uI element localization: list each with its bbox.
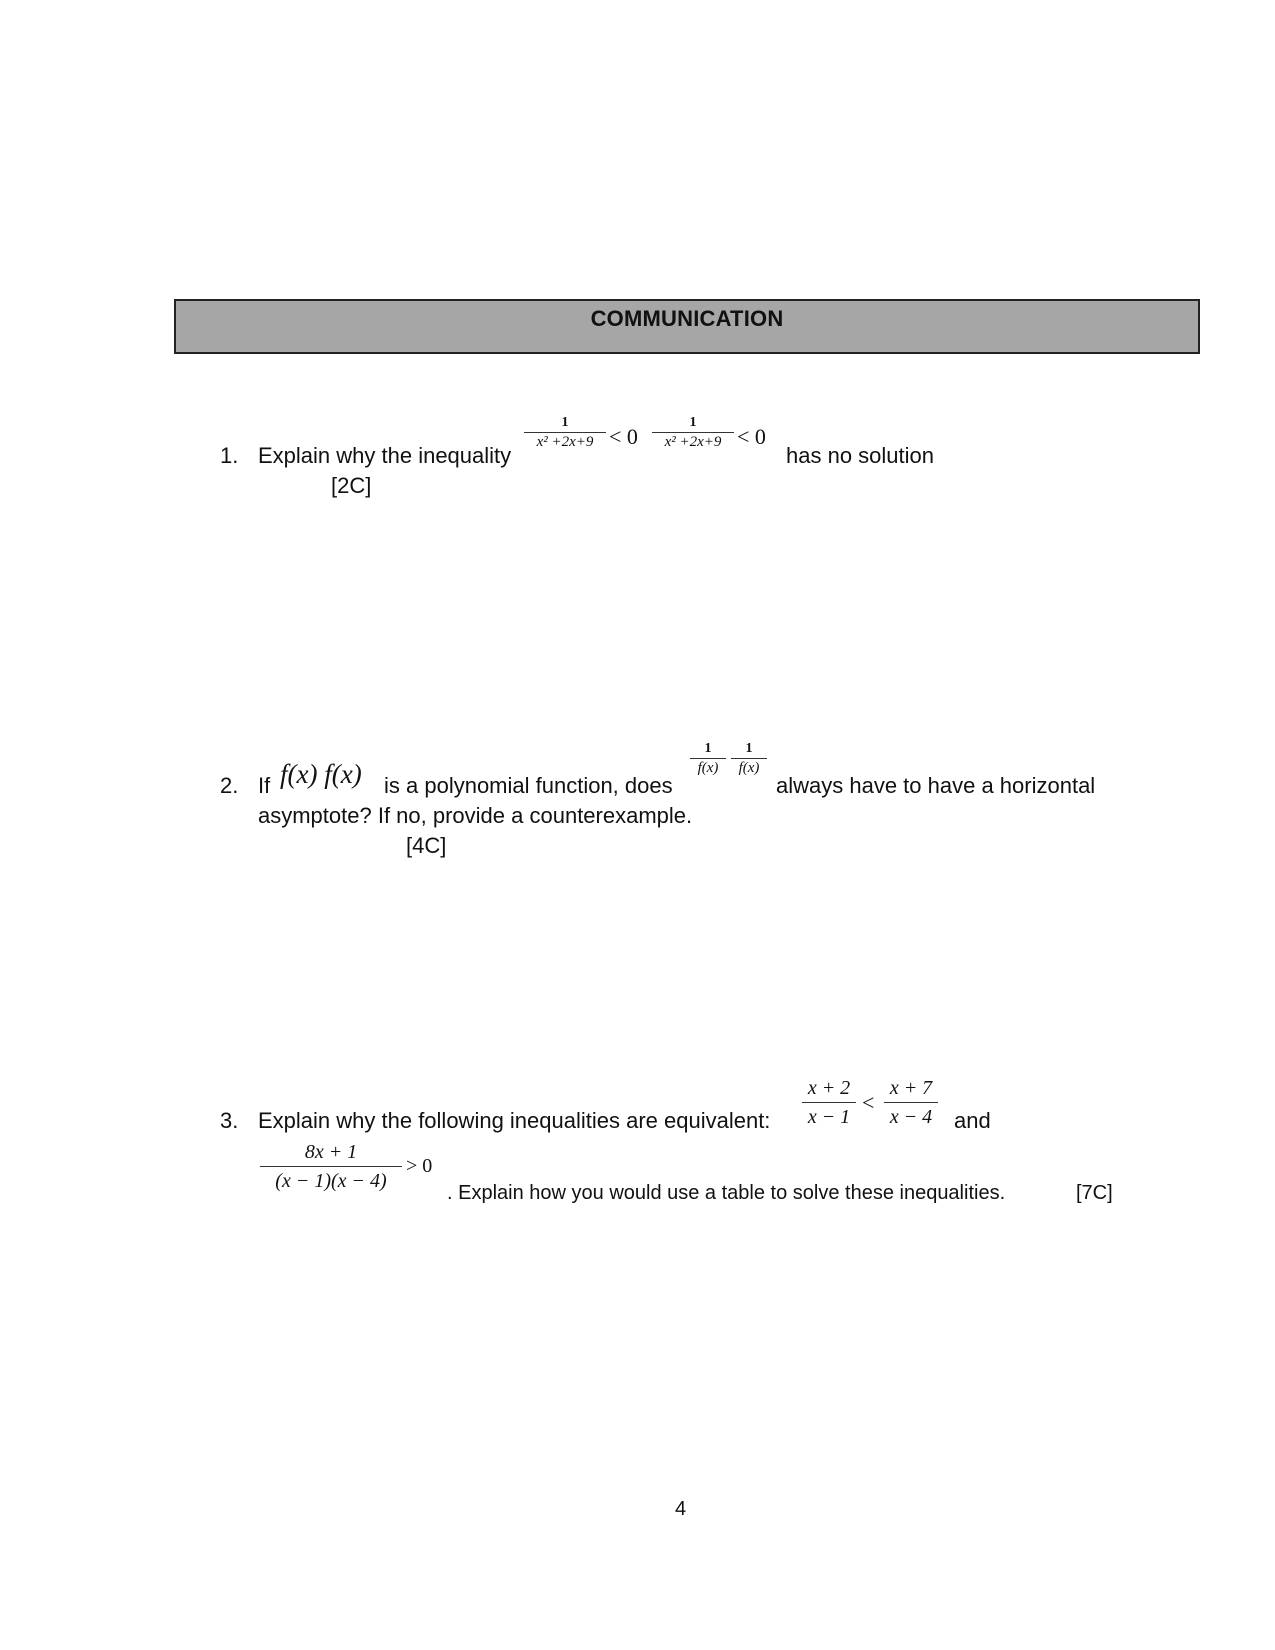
section-header xyxy=(174,299,1200,354)
question-text: is a polynomial function, does xyxy=(384,773,673,798)
fraction xyxy=(884,1074,938,1131)
question-number: 3. xyxy=(220,1108,239,1133)
question-number: 1. xyxy=(220,443,239,468)
denominator: x − 1 xyxy=(807,1106,851,1128)
relation: < 0 xyxy=(609,424,638,449)
marks: [2C] xyxy=(331,473,372,498)
numerator: 1 xyxy=(704,741,712,756)
fraction xyxy=(802,1074,856,1131)
numerator: 8x + 1 xyxy=(304,1141,358,1163)
question-text-line2: asymptote? If no, provide a counterexample. xyxy=(258,803,693,828)
marks: [4C] xyxy=(406,833,447,858)
denominator: f(x) xyxy=(697,760,719,776)
question-text: Explain why the following inequalities are equivalent: xyxy=(258,1108,771,1133)
numerator: 1 xyxy=(689,415,697,430)
conjunction: and xyxy=(954,1108,991,1133)
denominator: (x − 1)(x − 4) xyxy=(275,1170,387,1192)
fraction xyxy=(690,740,726,777)
page-number: 4 xyxy=(675,1498,687,1520)
question-text: Explain why the inequality xyxy=(258,443,512,468)
relation: > 0 xyxy=(406,1155,433,1177)
question-text: If xyxy=(258,773,271,798)
question-text-end: . Explain how you would use a table to solve these inequalities. xyxy=(447,1182,1006,1204)
denominator: x² +2x+9 xyxy=(536,434,594,450)
numerator: x + 7 xyxy=(889,1077,933,1099)
denominator: x² +2x+9 xyxy=(664,434,722,450)
denominator: f(x) xyxy=(738,760,760,776)
numerator: 1 xyxy=(561,415,569,430)
denominator: x − 4 xyxy=(889,1106,933,1128)
question-text-end: always have to have a horizontal xyxy=(776,773,1096,798)
relation: < xyxy=(862,1090,875,1115)
numerator: x + 2 xyxy=(807,1077,851,1099)
fraction xyxy=(260,1138,402,1195)
fraction xyxy=(524,414,606,451)
section-title: COMMUNICATION xyxy=(590,306,784,331)
function-notation: f(x) f(x) xyxy=(280,759,362,789)
relation: < 0 xyxy=(737,424,766,449)
fraction xyxy=(731,740,767,777)
question-text-end: has no solution xyxy=(786,443,934,468)
fraction xyxy=(652,414,734,451)
numerator: 1 xyxy=(745,741,753,756)
question-number: 2. xyxy=(220,773,239,798)
marks: [7C] xyxy=(1076,1182,1113,1204)
